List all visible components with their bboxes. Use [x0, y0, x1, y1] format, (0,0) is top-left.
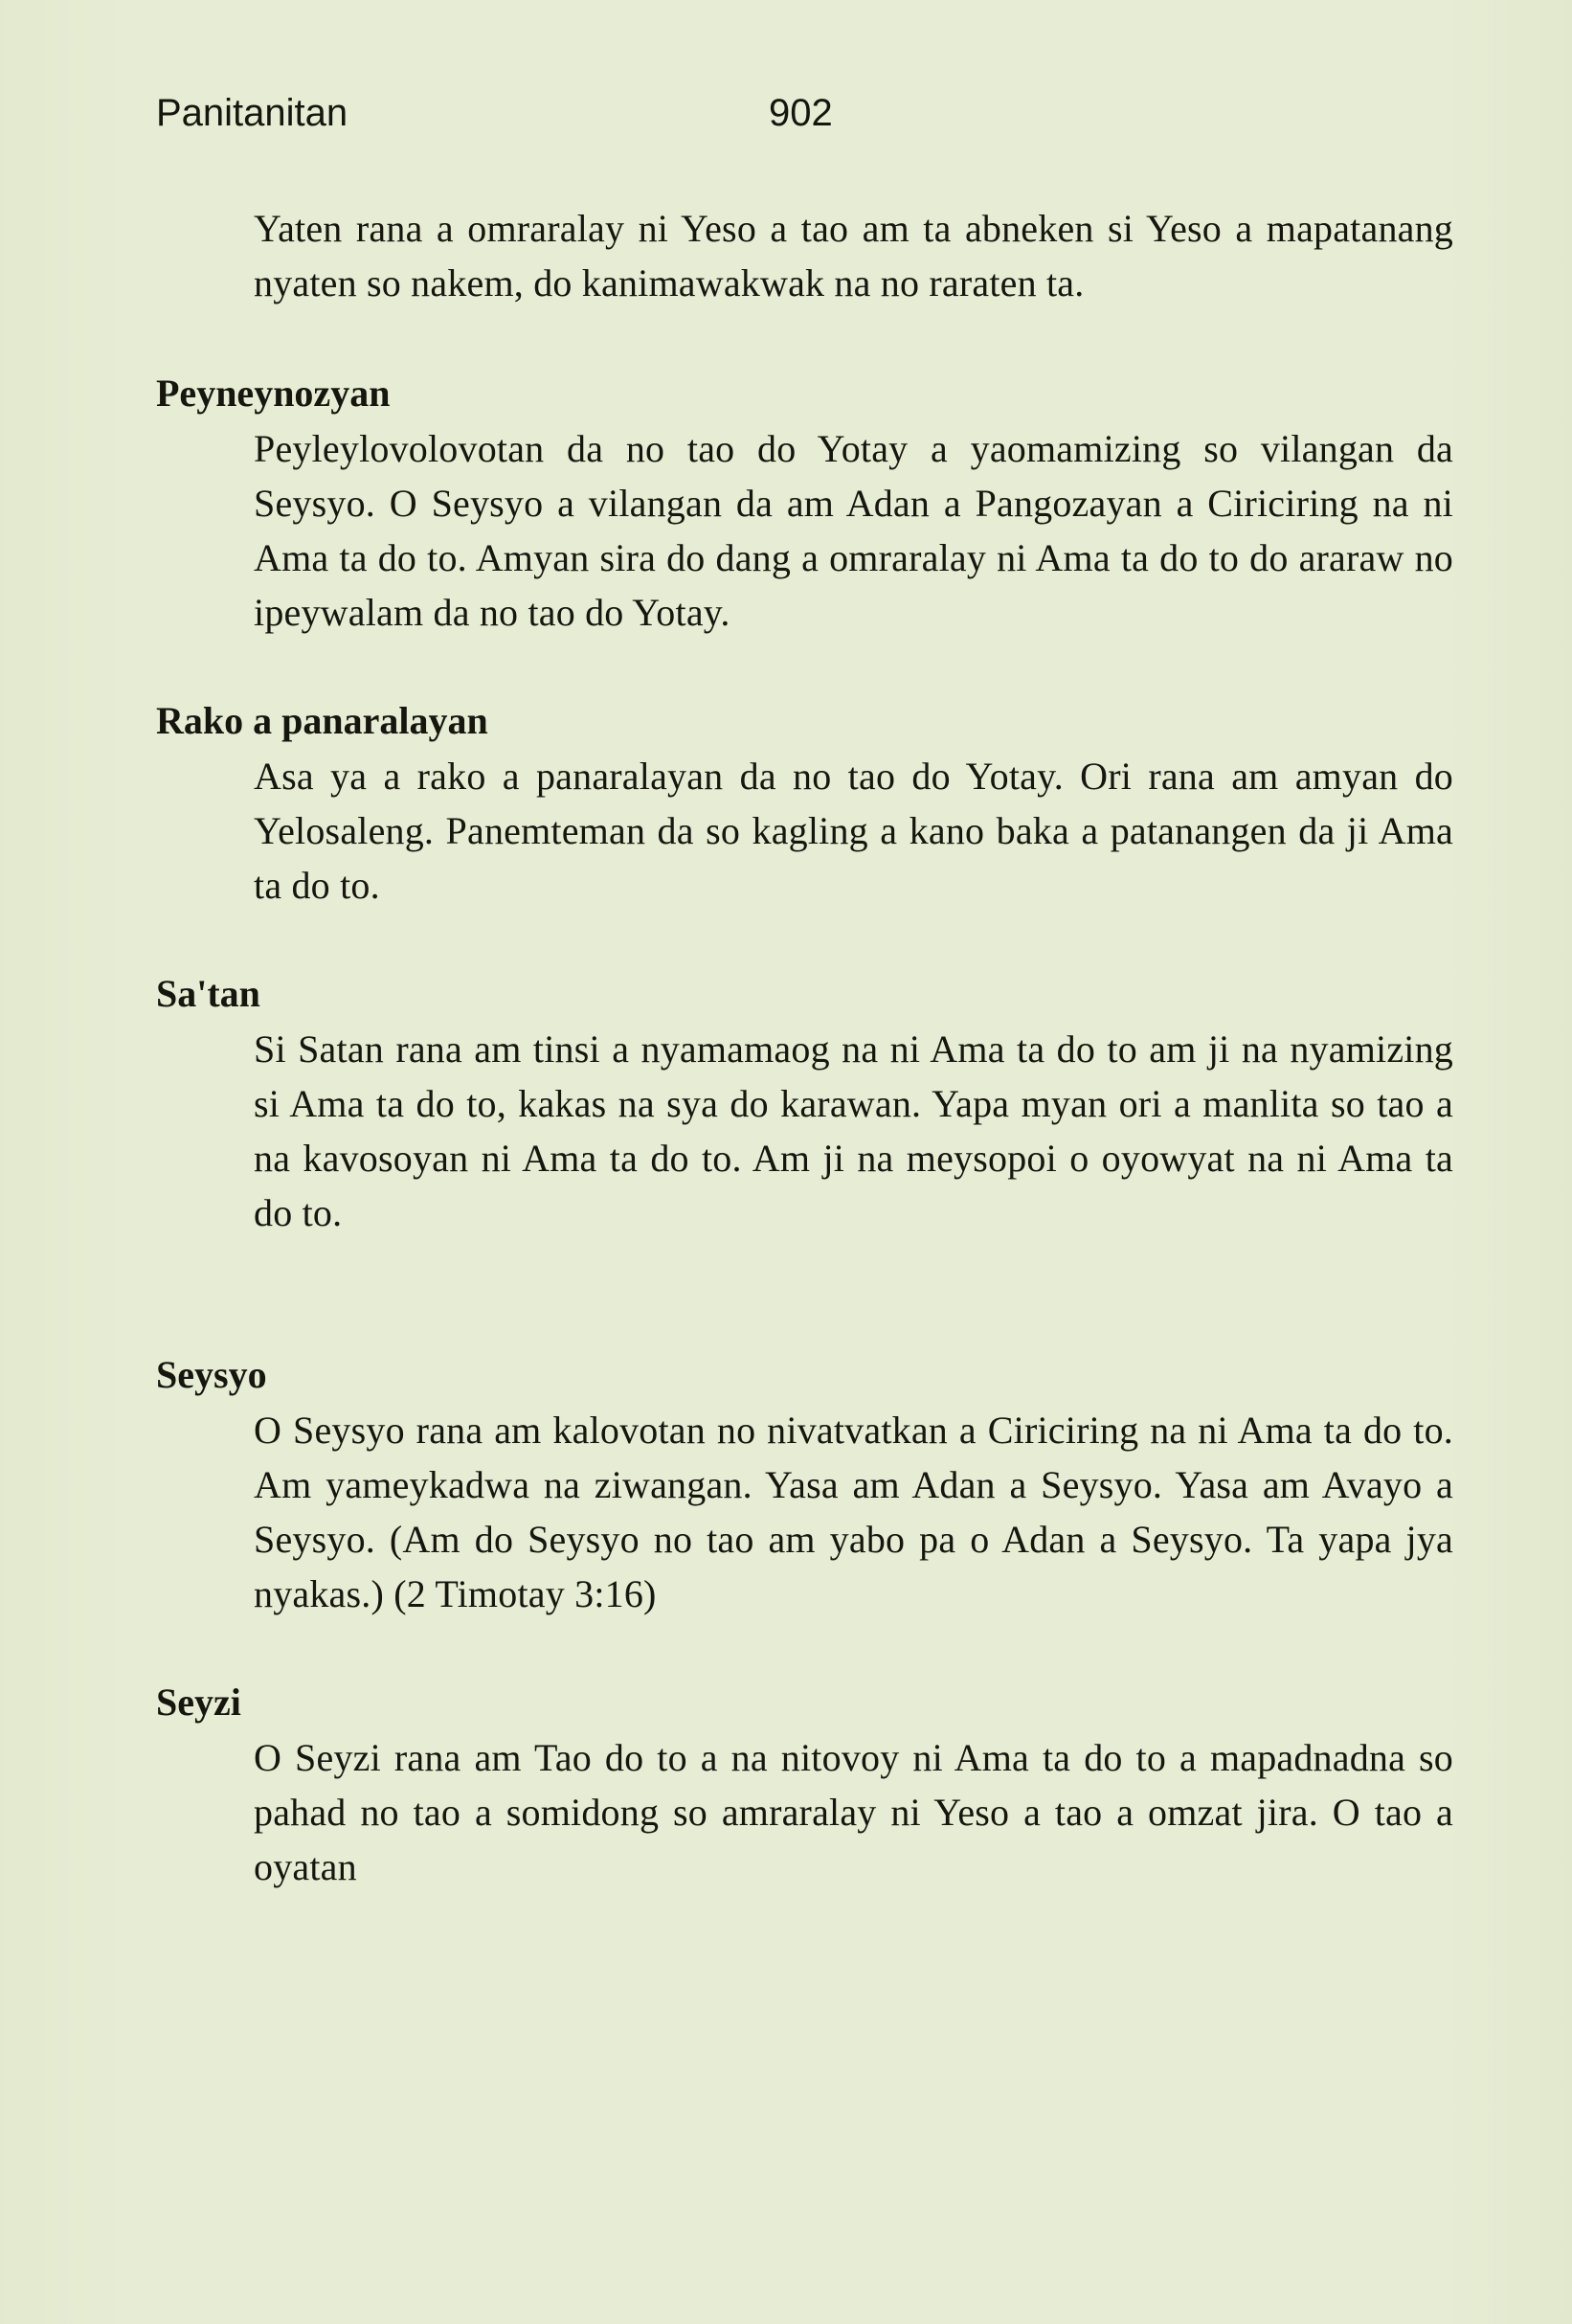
glossary-entry-seyzi: [156, 1675, 1453, 1894]
running-title: Panitanitan: [156, 92, 348, 134]
entry-term: Sa'tan: [156, 972, 260, 1015]
spacer: [156, 640, 1453, 693]
glossary-entry-seysyo: [156, 1347, 1453, 1621]
glossary-entry-rako-a-panaralayan: [156, 693, 1453, 913]
spacer: [156, 1621, 1453, 1675]
entry-term: Seysyo: [156, 1353, 267, 1396]
page-header: [156, 84, 1439, 142]
page-number: 902: [769, 92, 833, 134]
glossary-content: [156, 201, 1453, 1894]
glossary-entry-peyneynozyan: [156, 366, 1453, 640]
spacer: [156, 913, 1453, 966]
spacer: [156, 1240, 1453, 1347]
entry-definition: O Seysyo rana am kalovotan no nivatvatkan a Ciriciring na ni Ama ta do to. Am yameykadwa na ziwangan. Yasa am Adan a Seysyo. Yasa am Avayo a Seysyo. (Am do Seysyo no tao am yabo pa o Adan a Seysyo. Ta yapa jya nyakas.) (2 Timotay 3:16): [254, 1409, 1453, 1615]
entry-definition: Si Satan rana am tinsi a nyamamaog na ni Ama ta do to am ji na nyamizing si Ama ta do to, kakas na sya do karawan. Yapa myan ori a manlita so tao a na kavosoyan ni Ama ta do to. Am ji na meysopoi o oyowyat na ni Ama ta do to.: [254, 1027, 1453, 1234]
entry-term: Peyneynozyan: [156, 372, 391, 415]
entry-term: Seyzi: [156, 1681, 241, 1724]
entry-definition: Asa ya a rako a panaralayan da no tao do Yotay. Ori rana am amyan do Yelosaleng. Panemteman da so kagling a kano baka a patanangen da ji Ama ta do to.: [254, 755, 1453, 907]
entry-definition: Peyleylovolovotan da no tao do Yotay a yaomamizing so vilangan da Seysyo. O Seysyo a vilangan da am Adan a Pangozayan a Ciriciring na ni Ama ta do to. Amyan sira do dang a omraralay ni Ama ta do to do araraw no ipeywalam da no tao do Yotay.: [254, 427, 1453, 634]
entry-term: Rako a panaralayan: [156, 699, 488, 742]
spacer: [156, 310, 1453, 366]
glossary-entry-satan: [156, 966, 1453, 1240]
intro-paragraph: Yaten rana a omraralay ni Yeso a tao am ta abneken si Yeso a mapatanang nyaten so nakem, do kanimawakwak na no raraten ta.: [254, 207, 1453, 305]
entry-definition: O Seyzi rana am Tao do to a na nitovoy ni Ama ta do to a mapadnadna so pahad no tao a somidong so amraralay ni Yeso a tao a omzat jira. O tao a oyatan: [254, 1736, 1453, 1888]
